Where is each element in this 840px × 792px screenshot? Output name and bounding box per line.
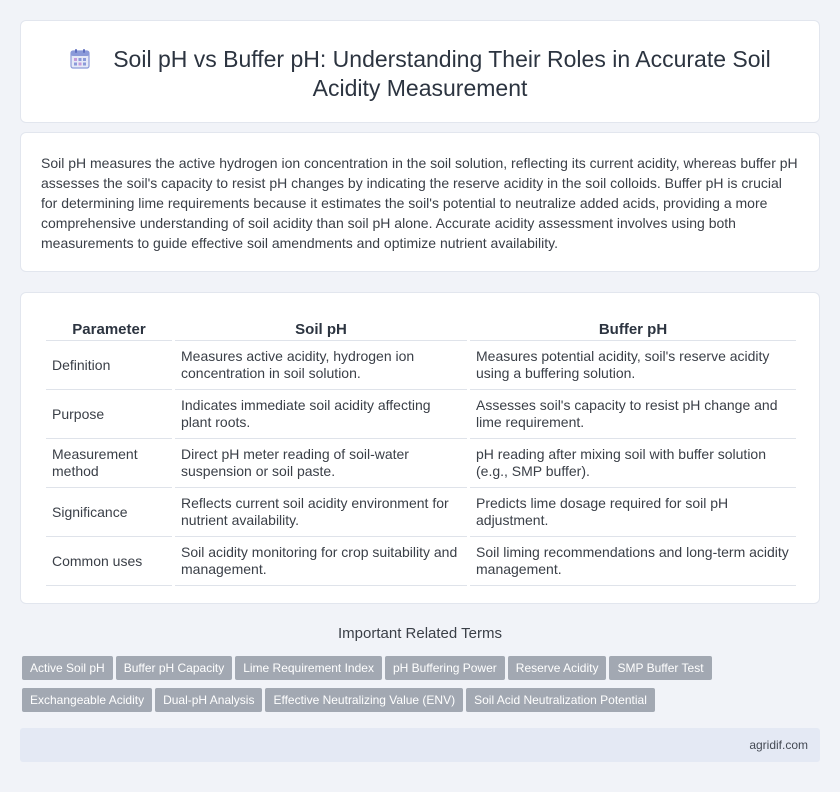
- term-tag[interactable]: Effective Neutralizing Value (ENV): [265, 688, 463, 712]
- term-tag[interactable]: Reserve Acidity: [508, 656, 607, 680]
- term-tag[interactable]: Buffer pH Capacity: [116, 656, 233, 680]
- term-tag[interactable]: Soil Acid Neutralization Potential: [466, 688, 655, 712]
- term-tag[interactable]: Lime Requirement Index: [235, 656, 382, 680]
- table-row: [46, 537, 796, 586]
- row-buffer-ph: Measures potential acidity, soil's reserve acidity using a buffering solution.: [470, 341, 796, 390]
- row-buffer-ph: Assesses soil's capacity to resist pH change and lime requirement.: [470, 390, 796, 439]
- table-row: [46, 488, 796, 537]
- row-parameter: Purpose: [46, 390, 172, 439]
- row-soil-ph: Measures active acidity, hydrogen ion concentration in soil solution.: [175, 341, 467, 390]
- row-parameter: Common uses: [46, 537, 172, 586]
- title-card: [20, 20, 820, 123]
- header-parameter: Parameter: [46, 311, 172, 341]
- term-tag[interactable]: Active Soil pH: [22, 656, 113, 680]
- calendar-icon: [69, 48, 91, 70]
- row-soil-ph: Soil acidity monitoring for crop suitability and management.: [175, 537, 467, 586]
- term-tag[interactable]: Dual-pH Analysis: [155, 688, 262, 712]
- header-soil-ph: Soil pH: [175, 311, 467, 341]
- table-row: [46, 341, 796, 390]
- footer-bar: [20, 728, 820, 762]
- header-buffer-ph: Buffer pH: [470, 311, 796, 341]
- row-buffer-ph: Predicts lime dosage required for soil pH adjustment.: [470, 488, 796, 537]
- table-header-row: [46, 311, 796, 341]
- related-terms-list: [22, 656, 822, 720]
- row-soil-ph: Indicates immediate soil acidity affecting plant roots.: [175, 390, 467, 439]
- row-soil-ph: Direct pH meter reading of soil-water suspension or soil paste.: [175, 439, 467, 488]
- term-tag[interactable]: pH Buffering Power: [385, 656, 505, 680]
- comparison-table: [43, 311, 799, 586]
- footer-site-link[interactable]: agridif.com: [749, 738, 808, 752]
- row-buffer-ph: pH reading after mixing soil with buffer solution (e.g., SMP buffer).: [470, 439, 796, 488]
- row-soil-ph: Reflects current soil acidity environment for nutrient availability.: [175, 488, 467, 537]
- table-row: [46, 439, 796, 488]
- term-tag[interactable]: SMP Buffer Test: [609, 656, 711, 680]
- page-title: Soil pH vs Buffer pH: Understanding Their Roles in Accurate Soil Acidity Measurement: [113, 46, 771, 101]
- table-row: [46, 390, 796, 439]
- related-terms-heading: Important Related Terms: [338, 625, 502, 642]
- row-buffer-ph: Soil liming recommendations and long-term acidity management.: [470, 537, 796, 586]
- comparison-card: [20, 292, 820, 604]
- intro-paragraph: Soil pH measures the active hydrogen ion concentration in the soil solution, reflecting its current acidity, whereas buffer pH assesses the soil's capacity to resist pH changes by indicating the reserve acidity in the soil colloids. Buffer pH is crucial for determining lime requirements because it estimates the soil's potential to neutralize added acids, providing a more comprehensive understanding of soil acidity than soil pH alone. Accurate acidity assessment involves using both measurements to guide effective soil amendments and optimize nutrient availability.: [41, 155, 798, 251]
- row-parameter: Significance: [46, 488, 172, 537]
- intro-card: [20, 132, 820, 272]
- row-parameter: Definition: [46, 341, 172, 390]
- term-tag[interactable]: Exchangeable Acidity: [22, 688, 152, 712]
- row-parameter: Measurement method: [46, 439, 172, 488]
